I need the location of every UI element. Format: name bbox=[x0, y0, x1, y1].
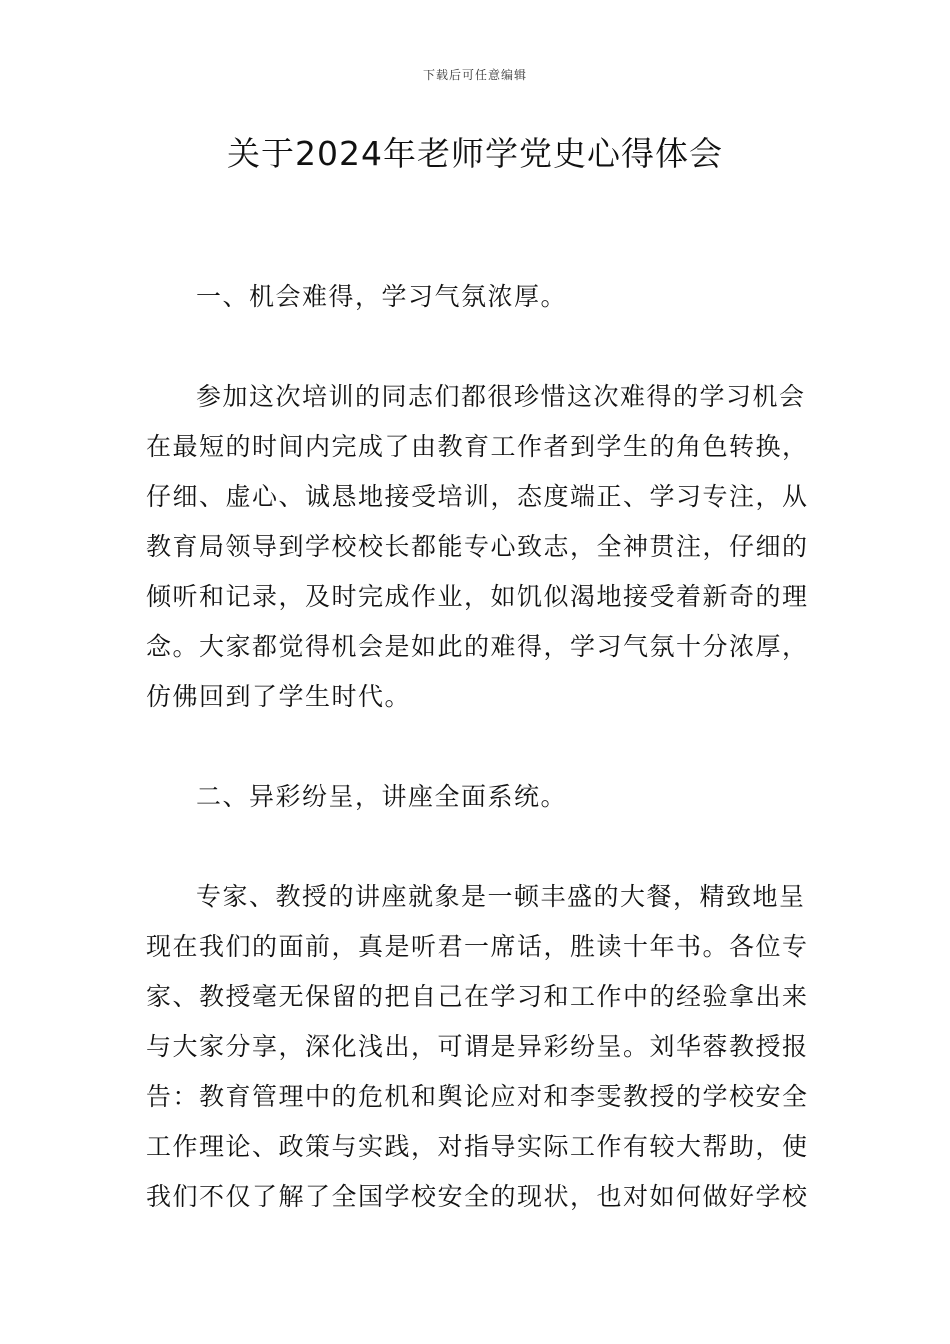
paragraph-line: 家、教授毫无保留的把自己在学习和工作中的经验拿出来 bbox=[146, 982, 809, 1011]
spacer bbox=[146, 722, 806, 772]
document-title: 关于2024年老师学党史心得体会 bbox=[227, 134, 723, 173]
paragraph-line: 我们不仅了解了全国学校安全的现状，也对如何做好学校 bbox=[146, 1182, 809, 1211]
section-2-heading: 二、异彩纷呈，讲座全面系统。 bbox=[196, 782, 568, 811]
paragraph-line: 告：教育管理中的危机和舆论应对和李雯教授的学校安全 bbox=[146, 1082, 809, 1111]
paragraph-line: 专家、教授的讲座就象是一顿丰盛的大餐，精致地呈 bbox=[196, 882, 806, 911]
paragraph-line: 倾听和记录，及时完成作业，如饥似渴地接受着新奇的理 bbox=[146, 582, 809, 611]
paragraph-line: 工作理论、政策与实践，对指导实际工作有较大帮助，使 bbox=[146, 1132, 809, 1161]
header-note: 下载后可任意编辑 bbox=[422, 68, 527, 82]
spacer bbox=[146, 822, 806, 872]
paragraph-line: 仿佛回到了学生时代。 bbox=[146, 682, 412, 711]
paragraph-line: 在最短的时间内完成了由教育工作者到学生的角色转换， bbox=[146, 432, 809, 461]
paragraph-line: 念。大家都觉得机会是如此的难得，学习气氛十分浓厚， bbox=[146, 632, 809, 661]
paragraph-line: 现在我们的面前，真是听君一席话，胜读十年书。各位专 bbox=[146, 932, 809, 961]
paragraph-line: 教育局领导到学校校长都能专心致志，全神贯注，仔细的 bbox=[146, 532, 809, 561]
spacer bbox=[146, 322, 806, 372]
document-body bbox=[146, 272, 809, 1222]
section-1-heading: 一、机会难得，学习气氛浓厚。 bbox=[196, 282, 568, 311]
paragraph-line: 参加这次培训的同志们都很珍惜这次难得的学习机会 bbox=[196, 382, 806, 411]
section-1-paragraph bbox=[146, 372, 809, 722]
section-2-paragraph bbox=[146, 872, 809, 1222]
paragraph-line: 仔细、虚心、诚恳地接受培训，态度端正、学习专注，从 bbox=[146, 482, 809, 511]
paragraph-line: 与大家分享，深化浅出，可谓是异彩纷呈。刘华蓉教授报 bbox=[146, 1032, 809, 1061]
